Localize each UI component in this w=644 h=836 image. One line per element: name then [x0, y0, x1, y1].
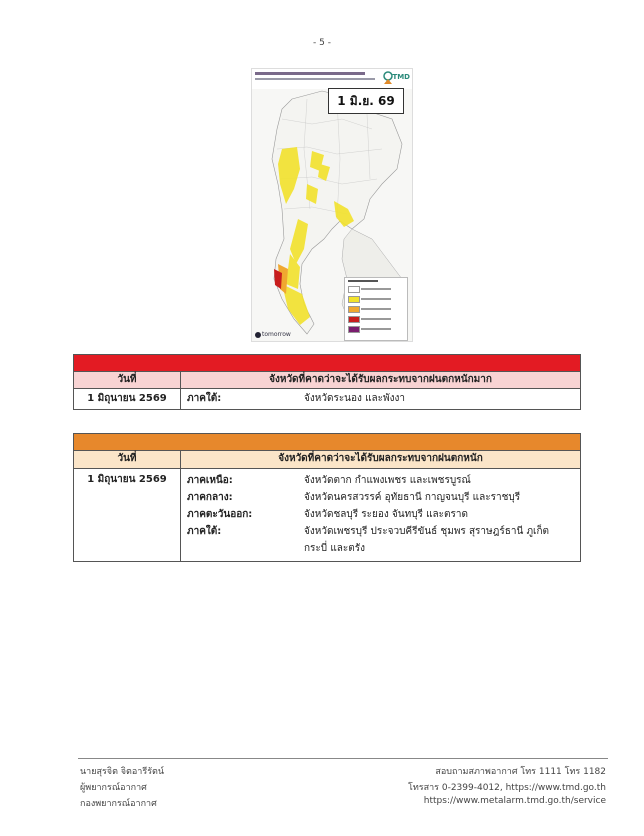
metalarm-link[interactable]: https://www.metalarm.tmd.go.th/service — [423, 796, 606, 806]
map-header — [252, 69, 412, 89]
row-date: 1 มิถุนายน 2569 — [74, 469, 181, 562]
region-name: ภาคตะวันออก: — [187, 509, 253, 520]
header-title: จังหวัดที่คาดว่าจะได้รับผลกระทบจากฝนตกหนัก — [181, 451, 581, 469]
region-provinces: จังหวัดตาก กำแพงเพชร และเพชรบูรณ์ — [304, 475, 471, 486]
region-row — [187, 523, 574, 557]
contact-phone: สอบถามสภาพอากาศ โทร 1111 โทร 1182 — [435, 767, 606, 777]
header-date: วันที่ — [74, 451, 181, 469]
region-name: ภาคใต้: — [187, 526, 222, 537]
row-detail — [181, 389, 581, 410]
region-provinces: จังหวัดชลบุรี ระยอง จันทบุรี และตราด — [304, 509, 469, 520]
tomorrow-logo: tomorrow — [255, 331, 291, 338]
very-heavy-rain-table — [73, 354, 581, 410]
contact-fax-website[interactable]: โทรสาร 0-2399-4012, https://www.tmd.go.th — [408, 783, 606, 793]
forecast-division: กองพยากรณ์อากาศ — [80, 799, 157, 809]
page-number: - 5 - — [313, 38, 331, 48]
region-row — [187, 506, 574, 523]
forecaster-title: ผู้พยากรณ์อากาศ — [80, 783, 147, 793]
map-date-label: 1 มิ.ย. 69 — [328, 88, 404, 114]
map-legend — [344, 277, 408, 341]
region-name: ภาคเหนือ: — [187, 475, 233, 486]
header-date: วันที่ — [74, 372, 181, 389]
row-date: 1 มิถุนายน 2569 — [74, 389, 181, 410]
orange-alert-bar — [74, 434, 581, 451]
footer-divider — [78, 758, 608, 759]
region-name: ภาคกลาง: — [187, 492, 233, 503]
region-row — [187, 489, 574, 506]
region-provinces: จังหวัดเพชรบุรี ประจวบคีรีขันธ์ ชุมพร สุราษฎร์ธานี ภูเก็ต กระบี่ และตรัง — [304, 526, 550, 554]
region-row — [187, 472, 574, 489]
header-title: จังหวัดที่คาดว่าจะได้รับผลกระทบจากฝนตกหนักมาก — [181, 372, 581, 389]
forecaster-name: นายสุรจิต จิตอารีรัตน์ — [80, 767, 165, 777]
region-provinces: จังหวัดนครสวรรค์ อุทัยธานี กาญจนบุรี และราชบุรี — [304, 492, 521, 503]
row-detail — [181, 469, 581, 562]
tmd-logo-text: TMD — [392, 73, 410, 81]
region-name: ภาคใต้: — [187, 393, 222, 404]
region-provinces: จังหวัดระนอง และพังงา — [304, 393, 406, 404]
heavy-rain-table — [73, 433, 581, 562]
red-alert-bar — [74, 355, 581, 372]
